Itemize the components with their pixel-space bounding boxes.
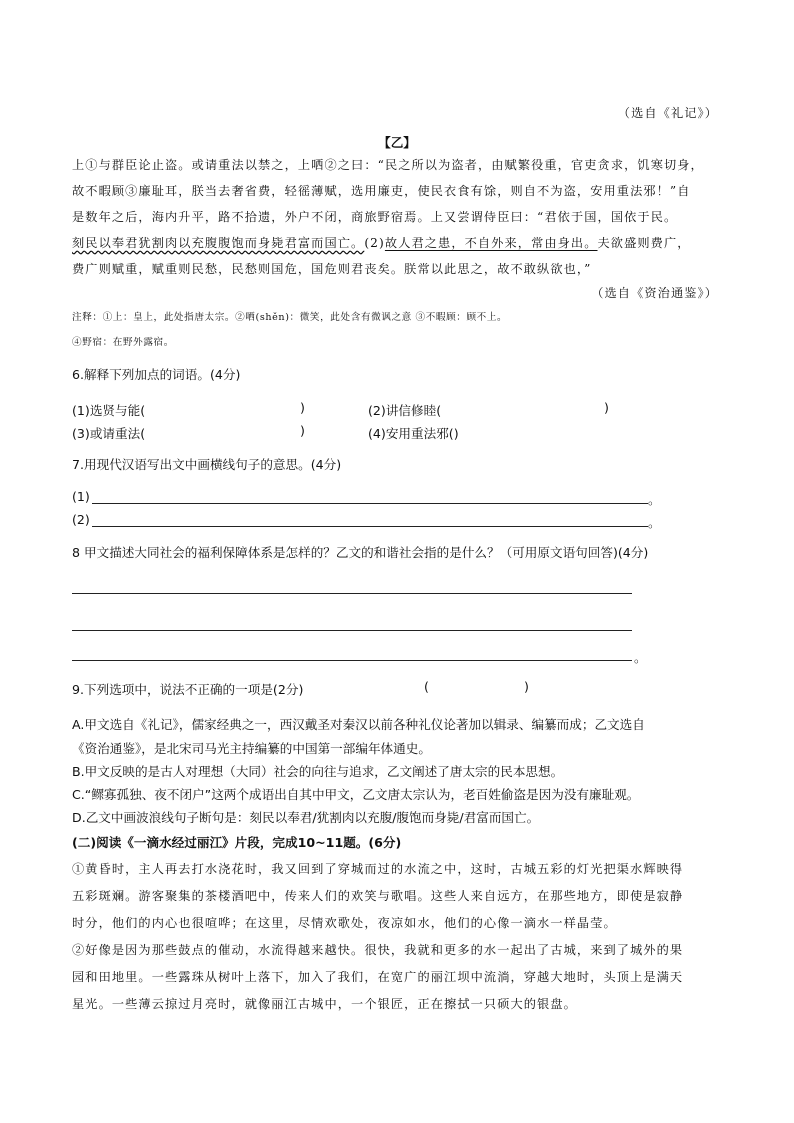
passage-b-line-4-tail: 夫欲盛则费广， (597, 236, 691, 250)
q9-option-b: B.甲文反映的是古人对理想（大同）社会的向往与追求，乙文阐述了唐太宗的民本思想。 (72, 764, 564, 779)
q8-answer-line-2[interactable] (72, 630, 632, 631)
q7-line-2-label: (2) (72, 512, 90, 527)
section-2-title: (二)阅读《一滴水经过丽江》片段，完成10~11题。(6分) (72, 835, 402, 850)
section-2-p1-line-3: 时分，他们的内心也很喧哗；在这里，尽情欢歌处，夜凉如水，他们的心像一滴水一样晶莹。 (72, 916, 617, 930)
source-b: （选自《资治通鉴》） (591, 286, 718, 300)
q9-option-a-line-1: A.甲文选自《礼记》，儒家经典之一，西汉戴圣对秦汉以前各种礼仪论著加以辑录、编纂而成；乙文选自 (72, 717, 645, 732)
sentence-number-2: (2) (364, 236, 385, 250)
q7-line-1-end: 。 (648, 492, 661, 507)
q8-stem: 8 甲文描述大同社会的福利保障体系是怎样的？乙文的和谐社会指的是什么？（可用原文语句回答)(4分) (72, 545, 649, 560)
q8-end: 。 (634, 650, 647, 665)
passage-b-line-1: 上①与群臣论止盗。或请重法以禁之，上哂②之曰：“民之所以为盗者，由赋繁役重，官吏贪求，饥寒切身， (72, 158, 704, 172)
q9-option-d: D.乙文中画波浪线句子断句是：刻民以奉君/犹割肉以充腹/腹饱而身毙/君富而国亡。 (72, 810, 540, 825)
passage-b-title: 【乙】 (378, 135, 416, 150)
passage-b-line-2: 故不暇顾③廉耻耳，朕当去奢省费，轻徭薄赋，选用廉吏，使民衣食有馀，则自不为盗，安用重法邪！”自 (72, 184, 691, 198)
notes-line-1: 注释：①上：皇上，此处指唐太宗。②哂(shěn)：微笑，此处含有微讽之意 ③不暇顾：顾不上。 (72, 312, 508, 323)
q9-option-c: C.“鳏寡孤独、夜不闭户”这两个成语出自其中甲文，乙文唐太宗认为，老百姓偷盗是因为没有廉耻观。 (72, 787, 640, 802)
passage-b-line-5: 费广则赋重，赋重则民愁，民愁则国危，国危则君丧矣。朕常以此思之，故不敢纵欲也，” (72, 262, 592, 276)
q6-item-2-close: ) (604, 400, 609, 415)
q9-answer-open: ( (424, 679, 429, 694)
section-2-p1-line-1: ①黄昏时，主人再去打水浇花时，我又回到了穿城而过的水流之中，这时，古城五彩的灯光把渠水辉映得 (72, 862, 684, 876)
q9-stem: 9.下列选项中，说法不正确的一项是(2分) (72, 682, 304, 697)
q7-answer-line-2[interactable] (92, 526, 648, 527)
q9-answer-close: ) (524, 679, 529, 694)
q6-item-4-label: (4)安用重法邪() (368, 426, 459, 441)
q6-stem: 6.解释下列加点的词语。(4分) (72, 367, 241, 382)
q6-item-1-label: (1)选贤与能( (72, 403, 146, 418)
passage-b-line-3: 是数年之后，海内升平，路不拾遗，外户不闭，商旅野宿焉。上又尝谓侍臣曰：“君依于国，国依于民。 (72, 210, 678, 224)
wavy-underlined-sentence: 刻民以奉君犹割肉以充腹腹饱而身毙君富而国亡。 (72, 236, 365, 250)
q6-item-3-label: (3)或请重法( (72, 426, 146, 441)
q8-answer-line-1[interactable] (72, 593, 632, 594)
q7-line-1-label: (1) (72, 489, 90, 504)
q6-item-2-label: (2)讲信修睦( (368, 403, 442, 418)
q6-item-3-close: ) (300, 423, 305, 438)
notes-line-2: ④野宿：在野外露宿。 (72, 337, 174, 348)
section-2-p2-line-3: 星光。一些薄云掠过月亮时，就像丽江古城中，一个银匠，正在擦拭一只硕大的银盘。 (72, 997, 577, 1011)
section-2-p2-line-1: ②好像是因为那些鼓点的催动，水流得越来越快。很快，我就和更多的水一起出了古城，来到了城外的果 (72, 943, 684, 957)
source-a: （选自《礼记》） (617, 106, 718, 120)
q6-item-1-close: ) (300, 400, 305, 415)
q9-option-a-line-2: 《资治通鉴》，是北宋司马光主持编纂的中国第一部编年体通史。 (72, 741, 431, 756)
section-2-p2-line-2: 园和田地里。一些露珠从树叶上落下，加入了我们，在宽广的丽江坝中流淌，穿越大地时，头顶上是满天 (72, 970, 684, 984)
underlined-sentence-2: 故人君之患，不自外来，常由身出。 (384, 236, 598, 250)
q7-answer-line-1[interactable] (92, 503, 648, 504)
q7-stem: 7.用现代汉语写出文中画横线句子的意思。(4分) (72, 457, 342, 472)
q7-line-2-end: 。 (648, 515, 661, 530)
q8-answer-line-3[interactable] (72, 660, 632, 661)
section-2-p1-line-2: 五彩斑斓。游客聚集的茶楼酒吧中，传来人们的欢笑与歌唱。这些人来自远方，在那些地方，即使是寂静 (72, 889, 684, 903)
passage-b-line-4 (72, 234, 691, 251)
